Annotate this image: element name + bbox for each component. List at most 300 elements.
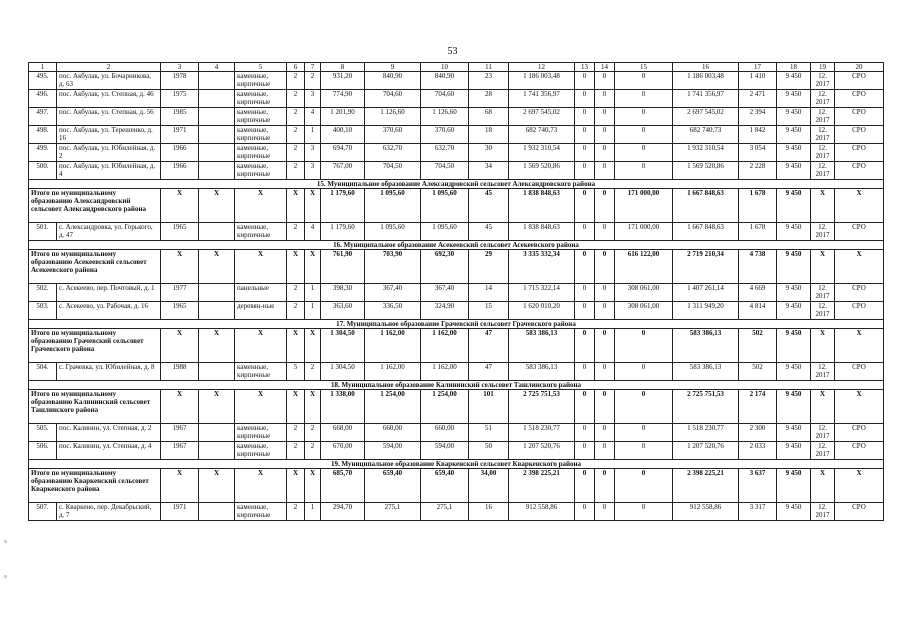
table-cell: 1988 [161, 363, 199, 381]
table-cell: 2 [287, 90, 305, 108]
table-cell: 1965 [161, 223, 199, 241]
municipality-total-row [29, 390, 884, 424]
table-cell: 668,00 [321, 424, 365, 442]
municipality-total-row [29, 250, 884, 284]
municipality-total-row [29, 329, 884, 363]
table-cell: 2 471 [739, 90, 777, 108]
table-cell [199, 162, 235, 180]
table-cell: 9 450 [777, 223, 811, 241]
address-cell: пос. Акбулак, ул. Степная, д. 56 [57, 108, 161, 126]
table-cell: 2 [305, 442, 321, 460]
total-cell: X [835, 250, 884, 284]
table-cell: 9 450 [777, 284, 811, 302]
total-cell: 3 637 [739, 469, 777, 503]
column-number-cell: 2 [57, 63, 161, 72]
table-cell: 694,70 [321, 144, 365, 162]
house-row [29, 442, 884, 460]
house-row [29, 223, 884, 241]
table-cell: 363,60 [321, 302, 365, 320]
total-cell: X [161, 469, 199, 503]
address-cell: с. Грачевка, ул. Юбилейная, д. 8 [57, 363, 161, 381]
table-cell: 1 126,60 [365, 108, 421, 126]
address-cell: с. Кваркено, пер. Декабрьский, д. 7 [57, 503, 161, 521]
table-cell: СРО [835, 162, 884, 180]
total-cell: 0 [595, 390, 615, 424]
table-cell: 370,60 [421, 126, 469, 144]
table-cell: 1 678 [739, 223, 777, 241]
total-cell: 0 [595, 250, 615, 284]
wall-material-cell: каменные, кирпичные [235, 162, 287, 180]
table-cell: 0 [595, 424, 615, 442]
wall-material-cell: каменные, кирпичные [235, 363, 287, 381]
table-cell: 2 [305, 424, 321, 442]
total-cell: X [161, 329, 199, 363]
total-cell: 761,90 [321, 250, 365, 284]
table-cell: 68 [469, 108, 509, 126]
total-cell: 0 [575, 469, 595, 503]
total-cell: X [161, 250, 199, 284]
deadline-cell: 12. 2017 [811, 72, 835, 90]
row-number-cell: 495. [29, 72, 57, 90]
total-cell: X [287, 250, 305, 284]
table-cell: 931,20 [321, 72, 365, 90]
table-cell: 0 [615, 503, 673, 521]
table-cell: 0 [575, 90, 595, 108]
table-cell: 0 [595, 442, 615, 460]
house-row [29, 302, 884, 320]
table-cell: 324,90 [421, 302, 469, 320]
section-header-row [29, 460, 884, 469]
table-cell: 0 [595, 503, 615, 521]
table-cell: 1 186 003,48 [673, 72, 739, 90]
table-cell: 840,90 [365, 72, 421, 90]
address-cell: пос. Калинин, ул. Степная, д. 2 [57, 424, 161, 442]
table-cell: 2 [287, 126, 305, 144]
table-cell: 1 569 520,86 [673, 162, 739, 180]
address-cell: с. Асекеево, пер. Почтовый, д. 1 [57, 284, 161, 302]
section-header-row [29, 381, 884, 390]
column-number-cell: 15 [615, 63, 673, 72]
table-cell: 3 317 [739, 503, 777, 521]
table-cell: 840,90 [421, 72, 469, 90]
address-cell: пос. Акбулак, ул. Юбилейная, д. 4 [57, 162, 161, 180]
table-cell: 1 [305, 503, 321, 521]
table-cell: СРО [835, 424, 884, 442]
total-cell: 659,40 [365, 469, 421, 503]
section-header-row [29, 241, 884, 250]
total-cell: 0 [615, 329, 673, 363]
table-cell: 0 [575, 363, 595, 381]
total-cell: X [199, 390, 235, 424]
table-cell: 0 [575, 503, 595, 521]
table-cell: 1 126,60 [421, 108, 469, 126]
deadline-cell: 12. 2017 [811, 108, 835, 126]
table-cell: 4 814 [739, 302, 777, 320]
wall-material-cell: каменные, кирпичные [235, 442, 287, 460]
table-cell: 3 [305, 144, 321, 162]
table-cell: 1 207 520,76 [509, 442, 575, 460]
table-cell: 2 [287, 424, 305, 442]
total-cell: 47 [469, 329, 509, 363]
page-number: 53 [447, 46, 458, 57]
total-cell: X [235, 469, 287, 503]
section-title: 15. Муниципальное образование Александровский сельсовет Александровского района [29, 180, 884, 189]
address-cell: пос. Акбулак, ул. Бочарникова, д. 63 [57, 72, 161, 90]
house-row [29, 503, 884, 521]
total-cell: X [235, 329, 287, 363]
table-cell: 1 518 230,77 [509, 424, 575, 442]
table-cell: 9 450 [777, 126, 811, 144]
wall-material-cell: деревян-ные [235, 302, 287, 320]
address-cell: с. Александровка, ул. Горького, д. 47 [57, 223, 161, 241]
table-cell: 9 450 [777, 162, 811, 180]
table-cell: 9 450 [777, 503, 811, 521]
row-number-cell: 500. [29, 162, 57, 180]
table-cell: 1 932 310,54 [509, 144, 575, 162]
table-cell: 9 450 [777, 424, 811, 442]
table-cell: 1 715 322,14 [509, 284, 575, 302]
table-cell: 0 [575, 144, 595, 162]
total-cell: X [287, 189, 305, 223]
row-number-cell: 497. [29, 108, 57, 126]
total-cell: X [161, 189, 199, 223]
table-cell: 0 [615, 90, 673, 108]
total-label: Итого по муниципальному образованию Кваркенский сельсовет Кваркенского района [29, 469, 161, 503]
total-cell: X [811, 250, 835, 284]
table-cell: 367,40 [421, 284, 469, 302]
table-cell: 1 410 [739, 72, 777, 90]
total-cell: 1 838 848,63 [509, 189, 575, 223]
total-cell: 0 [615, 469, 673, 503]
table-cell: 1965 [161, 302, 199, 320]
table-cell: 2 [287, 144, 305, 162]
table-cell [199, 424, 235, 442]
total-cell: X [811, 469, 835, 503]
deadline-cell: 12. 2017 [811, 126, 835, 144]
row-number-cell: 507. [29, 503, 57, 521]
total-cell: 9 450 [777, 250, 811, 284]
deadline-cell: 12. 2017 [811, 302, 835, 320]
wall-material-cell: каменные, кирпичные [235, 223, 287, 241]
table-cell: СРО [835, 284, 884, 302]
total-cell: X [835, 390, 884, 424]
table-cell: 9 450 [777, 302, 811, 320]
total-cell: X [287, 390, 305, 424]
table-cell: 0 [615, 126, 673, 144]
section-header-row [29, 320, 884, 329]
table-cell: 9 450 [777, 90, 811, 108]
table-cell: СРО [835, 144, 884, 162]
column-number-cell: 20 [835, 63, 884, 72]
table-cell: 1978 [161, 72, 199, 90]
table-cell: 294,70 [321, 503, 365, 521]
section-title: 19. Муниципальное образование Кваркенский сельсовет Кваркенского района [29, 460, 884, 469]
total-cell: X [235, 390, 287, 424]
table-cell: 2 [305, 363, 321, 381]
house-row [29, 363, 884, 381]
house-row [29, 284, 884, 302]
table-cell: 1 [305, 284, 321, 302]
table-cell: 0 [615, 363, 673, 381]
table-cell: 400,10 [321, 126, 365, 144]
deadline-cell: 12. 2017 [811, 363, 835, 381]
column-number-cell: 18 [777, 63, 811, 72]
table-cell: 1 186 003,48 [509, 72, 575, 90]
table-cell: 0 [595, 126, 615, 144]
table-cell: 0 [595, 144, 615, 162]
deadline-cell: 12. 2017 [811, 223, 835, 241]
row-number-cell: 496. [29, 90, 57, 108]
column-number-cell: 19 [811, 63, 835, 72]
table-cell: 1985 [161, 108, 199, 126]
total-cell: X [305, 189, 321, 223]
total-cell: X [305, 390, 321, 424]
table-cell: СРО [835, 223, 884, 241]
total-cell: X [811, 329, 835, 363]
total-cell: 171 000,00 [615, 189, 673, 223]
table-cell: 171 000,00 [615, 223, 673, 241]
table-cell: 1966 [161, 144, 199, 162]
table-cell: 1977 [161, 284, 199, 302]
table-cell: 632,70 [421, 144, 469, 162]
total-cell: 2 719 210,34 [673, 250, 739, 284]
table-cell: 3 [305, 90, 321, 108]
table-cell: 0 [595, 223, 615, 241]
wall-material-cell: каменные, кирпичные [235, 108, 287, 126]
table-cell: 682 740,73 [509, 126, 575, 144]
table-cell: 0 [615, 162, 673, 180]
table-cell: 1 [305, 302, 321, 320]
table-cell: 0 [575, 284, 595, 302]
column-number-cell: 4 [199, 63, 235, 72]
table-cell: 50 [469, 442, 509, 460]
total-cell: 0 [615, 390, 673, 424]
wall-material-cell: каменные, кирпичные [235, 126, 287, 144]
wall-material-cell: панельные [235, 284, 287, 302]
house-row [29, 72, 884, 90]
house-row [29, 90, 884, 108]
table-cell: 632,70 [365, 144, 421, 162]
total-cell: X [811, 189, 835, 223]
table-cell: 704,50 [421, 162, 469, 180]
address-cell: пос. Калинин, ул. Степная, д. 4 [57, 442, 161, 460]
table-cell: 30 [469, 144, 509, 162]
table-cell: 704,60 [365, 90, 421, 108]
table-cell: СРО [835, 503, 884, 521]
column-number-cell: 12 [509, 63, 575, 72]
total-cell: 9 450 [777, 469, 811, 503]
total-cell: 9 450 [777, 329, 811, 363]
total-cell: 1 667 848,63 [673, 189, 739, 223]
table-cell [199, 108, 235, 126]
column-number-cell: 10 [421, 63, 469, 72]
total-cell: 502 [739, 329, 777, 363]
column-number-cell: 8 [321, 63, 365, 72]
table-cell: 2 [287, 503, 305, 521]
table-cell: 0 [615, 442, 673, 460]
table-cell: 1 162,00 [421, 363, 469, 381]
table-cell: СРО [835, 108, 884, 126]
table-cell: 1 518 230,77 [673, 424, 739, 442]
wall-material-cell: каменные, кирпичные [235, 72, 287, 90]
table-cell: 0 [595, 284, 615, 302]
total-cell: 0 [595, 189, 615, 223]
table-cell: СРО [835, 72, 884, 90]
column-number-row [29, 63, 884, 72]
total-cell: 583 386,13 [509, 329, 575, 363]
total-cell: 1 304,50 [321, 329, 365, 363]
deadline-cell: 12. 2017 [811, 284, 835, 302]
table-cell: 1 741 356,97 [673, 90, 739, 108]
deadline-cell: 12. 2017 [811, 503, 835, 521]
total-cell: X [305, 329, 321, 363]
row-number-cell: 505. [29, 424, 57, 442]
table-cell: 45 [469, 223, 509, 241]
total-cell: 29 [469, 250, 509, 284]
table-cell: 1 407 261,14 [673, 284, 739, 302]
table-cell: 704,60 [421, 90, 469, 108]
table-cell: 9 450 [777, 144, 811, 162]
table-cell: 912 558,86 [673, 503, 739, 521]
table-cell: 3 054 [739, 144, 777, 162]
total-cell: 1 179,60 [321, 189, 365, 223]
table-cell: 23 [469, 72, 509, 90]
column-number-cell: 7 [305, 63, 321, 72]
deadline-cell: 12. 2017 [811, 162, 835, 180]
housing-register-table [28, 62, 884, 521]
table-cell: 1 932 310,54 [673, 144, 739, 162]
total-cell: 1 338,00 [321, 390, 365, 424]
address-cell: пос. Акбулак, ул. Степная, д. 46 [57, 90, 161, 108]
total-cell: 45 [469, 189, 509, 223]
total-cell: X [199, 250, 235, 284]
total-cell: 583 386,13 [673, 329, 739, 363]
table-cell: 4 [305, 108, 321, 126]
table-cell: 912 558,86 [509, 503, 575, 521]
row-number-cell: 502. [29, 284, 57, 302]
table-cell: 1971 [161, 126, 199, 144]
table-cell: 367,40 [365, 284, 421, 302]
total-cell: X [199, 329, 235, 363]
total-cell: X [305, 250, 321, 284]
table-cell: 0 [595, 363, 615, 381]
address-cell: пос. Акбулак, ул. Юбилейная, д. 2 [57, 144, 161, 162]
table-cell: 0 [575, 424, 595, 442]
total-cell: 685,70 [321, 469, 365, 503]
house-row [29, 424, 884, 442]
table-cell: 594,00 [365, 442, 421, 460]
wall-material-cell: каменные, кирпичные [235, 424, 287, 442]
table-cell: 0 [575, 442, 595, 460]
table-cell: 2 [287, 284, 305, 302]
table-cell: СРО [835, 90, 884, 108]
total-cell: 3 335 332,34 [509, 250, 575, 284]
total-cell: 692,30 [421, 250, 469, 284]
table-cell: 2 [287, 223, 305, 241]
total-cell: 1 254,00 [365, 390, 421, 424]
table-cell: 2 [305, 72, 321, 90]
column-number-cell: 3 [161, 63, 199, 72]
table-cell: 1 162,00 [365, 363, 421, 381]
house-row [29, 108, 884, 126]
total-cell: 0 [575, 329, 595, 363]
total-cell: X [235, 189, 287, 223]
table-cell: 4 [305, 223, 321, 241]
total-cell: X [287, 329, 305, 363]
table-cell: 1 620 010,20 [509, 302, 575, 320]
table-cell: 18 [469, 126, 509, 144]
table-cell: 28 [469, 90, 509, 108]
table-cell: СРО [835, 442, 884, 460]
total-cell: 34,00 [469, 469, 509, 503]
table-cell: 1 095,60 [421, 223, 469, 241]
table-cell: 1 179,60 [321, 223, 365, 241]
total-cell: 101 [469, 390, 509, 424]
table-cell: 1 311 949,20 [673, 302, 739, 320]
table-cell: 2 033 [739, 442, 777, 460]
table-cell: 9 450 [777, 442, 811, 460]
table-cell: 0 [575, 126, 595, 144]
total-cell: X [235, 250, 287, 284]
table-cell: 1975 [161, 90, 199, 108]
table-cell: 51 [469, 424, 509, 442]
column-number-cell: 11 [469, 63, 509, 72]
table-cell: СРО [835, 126, 884, 144]
section-title: 18. Муниципальное образование Калининский сельсовет Ташлинского района [29, 381, 884, 390]
total-cell: 0 [575, 390, 595, 424]
scan-speck [4, 575, 7, 578]
table-cell: 275,1 [365, 503, 421, 521]
section-header-row [29, 180, 884, 189]
address-cell: пос. Акбулак, ул. Терешенко, д. 16 [57, 126, 161, 144]
table-cell: 1 201,90 [321, 108, 365, 126]
total-cell: 659,40 [421, 469, 469, 503]
table-cell [199, 126, 235, 144]
table-cell: 15 [469, 302, 509, 320]
total-cell: 9 450 [777, 390, 811, 424]
table-body [29, 63, 884, 521]
table-cell: 1971 [161, 503, 199, 521]
column-number-cell: 6 [287, 63, 305, 72]
table-cell [199, 144, 235, 162]
table-cell: 2 697 545,02 [673, 108, 739, 126]
table-cell: 1 207 520,76 [673, 442, 739, 460]
row-number-cell: 498. [29, 126, 57, 144]
row-number-cell: 503. [29, 302, 57, 320]
section-title: 17. Муниципальное образование Грачевский сельсовет Грачевского района [29, 320, 884, 329]
row-number-cell: 501. [29, 223, 57, 241]
column-number-cell: 14 [595, 63, 615, 72]
table-cell: 0 [575, 302, 595, 320]
table-cell: 398,30 [321, 284, 365, 302]
wall-material-cell: каменные, кирпичные [235, 503, 287, 521]
total-cell: 616 122,00 [615, 250, 673, 284]
table-cell: 47 [469, 363, 509, 381]
table-cell [199, 302, 235, 320]
table-cell: 0 [615, 144, 673, 162]
deadline-cell: 12. 2017 [811, 442, 835, 460]
total-cell: 1 254,00 [421, 390, 469, 424]
total-cell: 0 [575, 189, 595, 223]
table-cell: 1 838 848,63 [509, 223, 575, 241]
table-cell: 1 569 520,86 [509, 162, 575, 180]
section-title: 16. Муниципальное образование Асекеевский сельсовет Асекеевского района [29, 241, 884, 250]
wall-material-cell: каменные, кирпичные [235, 90, 287, 108]
table-cell: 1967 [161, 442, 199, 460]
total-cell: 1 095,60 [421, 189, 469, 223]
total-cell: 0 [575, 250, 595, 284]
table-cell: 767,00 [321, 162, 365, 180]
